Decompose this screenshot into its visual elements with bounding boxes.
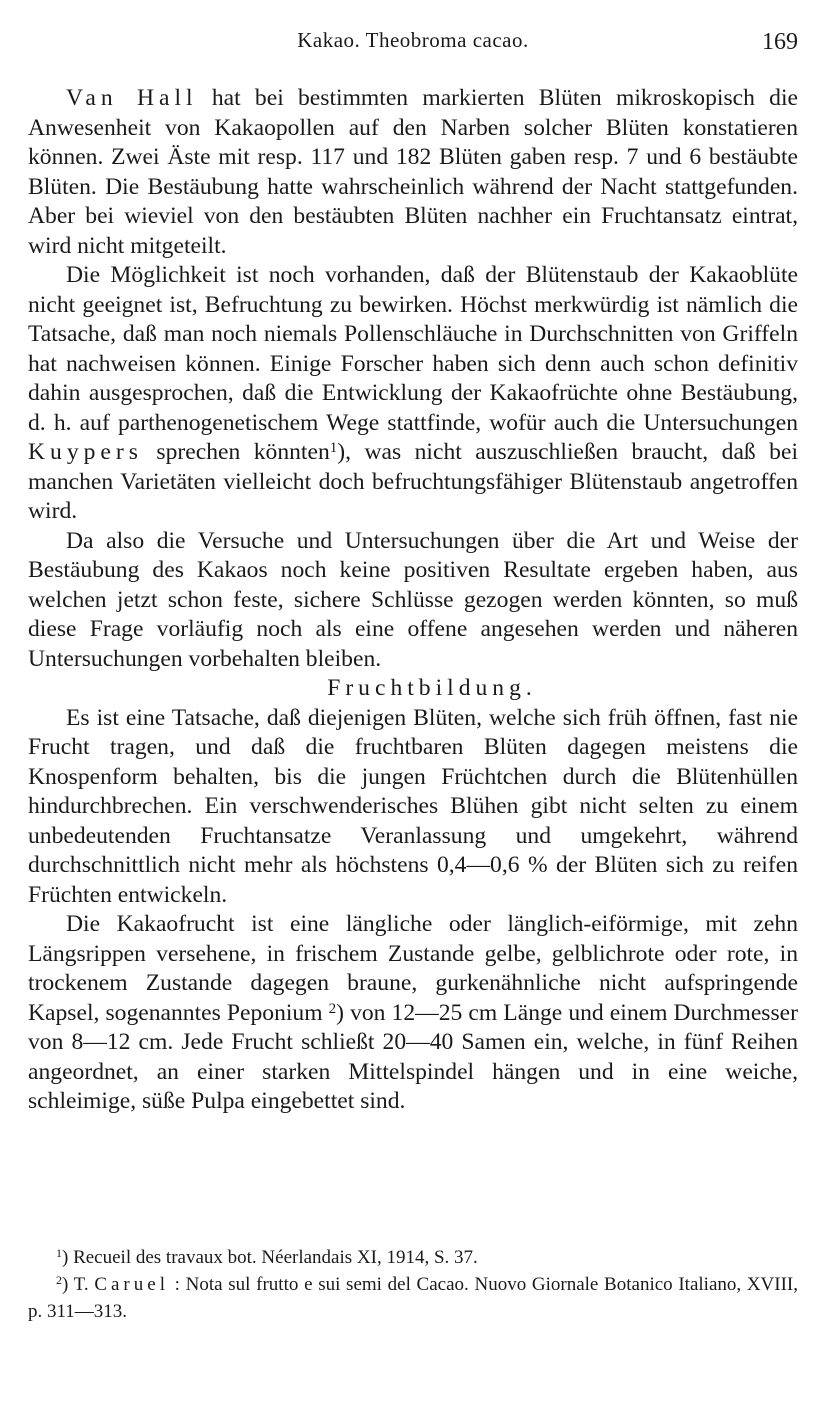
footnote-1-marker: 1 [56, 1246, 62, 1260]
author-name-van-hall: Van Hall [66, 85, 198, 111]
footnote-2-author: Caruel [94, 1274, 169, 1295]
footnote-2-text-before: ) T. [62, 1274, 95, 1295]
page-number: 169 [762, 29, 798, 55]
paragraph-2-text-after: ), was nicht auszuschließen braucht, daß bei manchen Varietäten vielleicht doch befruchtungsfähiger Blütenstaub angetroffen wird. [28, 439, 799, 524]
footnote-1-text: ) Recueil des travaux bot. Néerlandais XI, 1914, S. 37. [62, 1247, 478, 1268]
paragraph-3 [28, 527, 798, 675]
footnote-2-text-after: : Nota sul frutto e sui semi del Cacao. Nuovo Giornale Botanico Italiano, XVIII, p. 311—313. [28, 1274, 798, 1322]
footnote-reference-2: 2 [328, 1000, 337, 1017]
footnotes [28, 1244, 798, 1325]
main-text [28, 84, 798, 1117]
paragraph-5 [28, 910, 798, 1117]
footnote-reference-1: 1 [329, 440, 338, 456]
page-header [28, 28, 798, 62]
footnote-2 [28, 1271, 798, 1325]
paragraph-5-text-before: Die Kakaofrucht ist eine längliche oder länglich-eiförmige, mit zehn Längsrippen versehene, in frischem Zustande gelbe, gelblichrote oder rote, in trockenem Zustande dagegen braune, gurkenähnliche nicht aufspringende Kapsel, sogenanntes Peponium [28, 911, 798, 1026]
paragraph-2 [28, 261, 798, 527]
footnote-1 [28, 1244, 798, 1271]
paragraph-2-text-before: Die Möglichkeit ist noch vorhanden, daß der Blütenstaub der Kakaoblüte nicht geeignet ist, Befruchtung zu bewirken. Höchst merkwürdig ist nämlich die Tatsache, daß man noch niemals Pollenschläuche in Durchschnitten von Griffeln hat nachweisen können. Einige Forscher haben sich denn auch schon definitiv dahin ausgesprochen, daß die Entwicklung der Kakaofrüchte ohne Bestäubung, d. h. auf parthenogenetischem Wege stattfinde, wofür auch die Untersuchungen [28, 262, 798, 436]
paragraph-1-text: hat bei bestimmten markierten Blüten mikroskopisch die Anwesenheit von Kakaopollen auf den Narben solcher Blüten konstatieren können. Zwei Äste mit resp. 117 und 182 Blüten gaben resp. 7 und 6 bestäubte Blüten. Die Bestäubung hatte wahrscheinlich während der Nacht stattgefunden. Aber bei wieviel von den bestäubten Blüten nachher ein Fruchtansatz eintrat, wird nicht mitgeteilt. [28, 85, 798, 259]
paragraph-4-text: Es ist eine Tatsache, daß diejenigen Blüten, welche sich früh öffnen, fast nie Frucht tragen, und daß die fruchtbaren Blüten dagegen meistens die Knospenform behalten, bis die jungen Früchtchen durch die Blütenhüllen hindurchbrechen. Ein verschwenderisches Blühen gibt nicht selten zu einem unbedeutenden Fruchtansatze Veranlassung und umgekehrt, während durchschnittlich nicht mehr als höchstens 0,4—0,6 % der Blüten sich zu reifen Früchten entwickeln. [28, 704, 798, 908]
author-name-kuypers: Kuypers [28, 439, 143, 465]
paragraph-1 [28, 84, 798, 261]
paragraph-2-text-middle: sprechen könnten [142, 439, 330, 465]
footnote-2-marker: 2 [56, 1273, 62, 1287]
paragraph-5-text-after: ) von 12—25 cm Länge und einem Durchmesser von 8—12 cm. Jede Frucht schließt 20—40 Samen ein, welche, in fünf Reihen angeordnet, an einer starken Mittelspindel hängen und in eine weiche, schleimige, süße Pulpa eingebettet sind. [28, 999, 799, 1114]
running-title: Kakao. Theobroma cacao. [297, 28, 529, 52]
paragraph-4 [28, 704, 798, 911]
section-heading: Fruchtbildung. [327, 675, 537, 701]
paragraph-3-text: Da also die Versuche und Untersuchungen über die Art und Weise der Bestäubung des Kakaos noch keine positiven Resultate ergeben haben, aus welchen jetzt schon feste, sichere Schlüsse gezogen werden könnten, so muß diese Frage vorläufig noch als eine offene angesehen werden und näheren Untersuchungen vorbehalten bleiben. [28, 527, 798, 672]
